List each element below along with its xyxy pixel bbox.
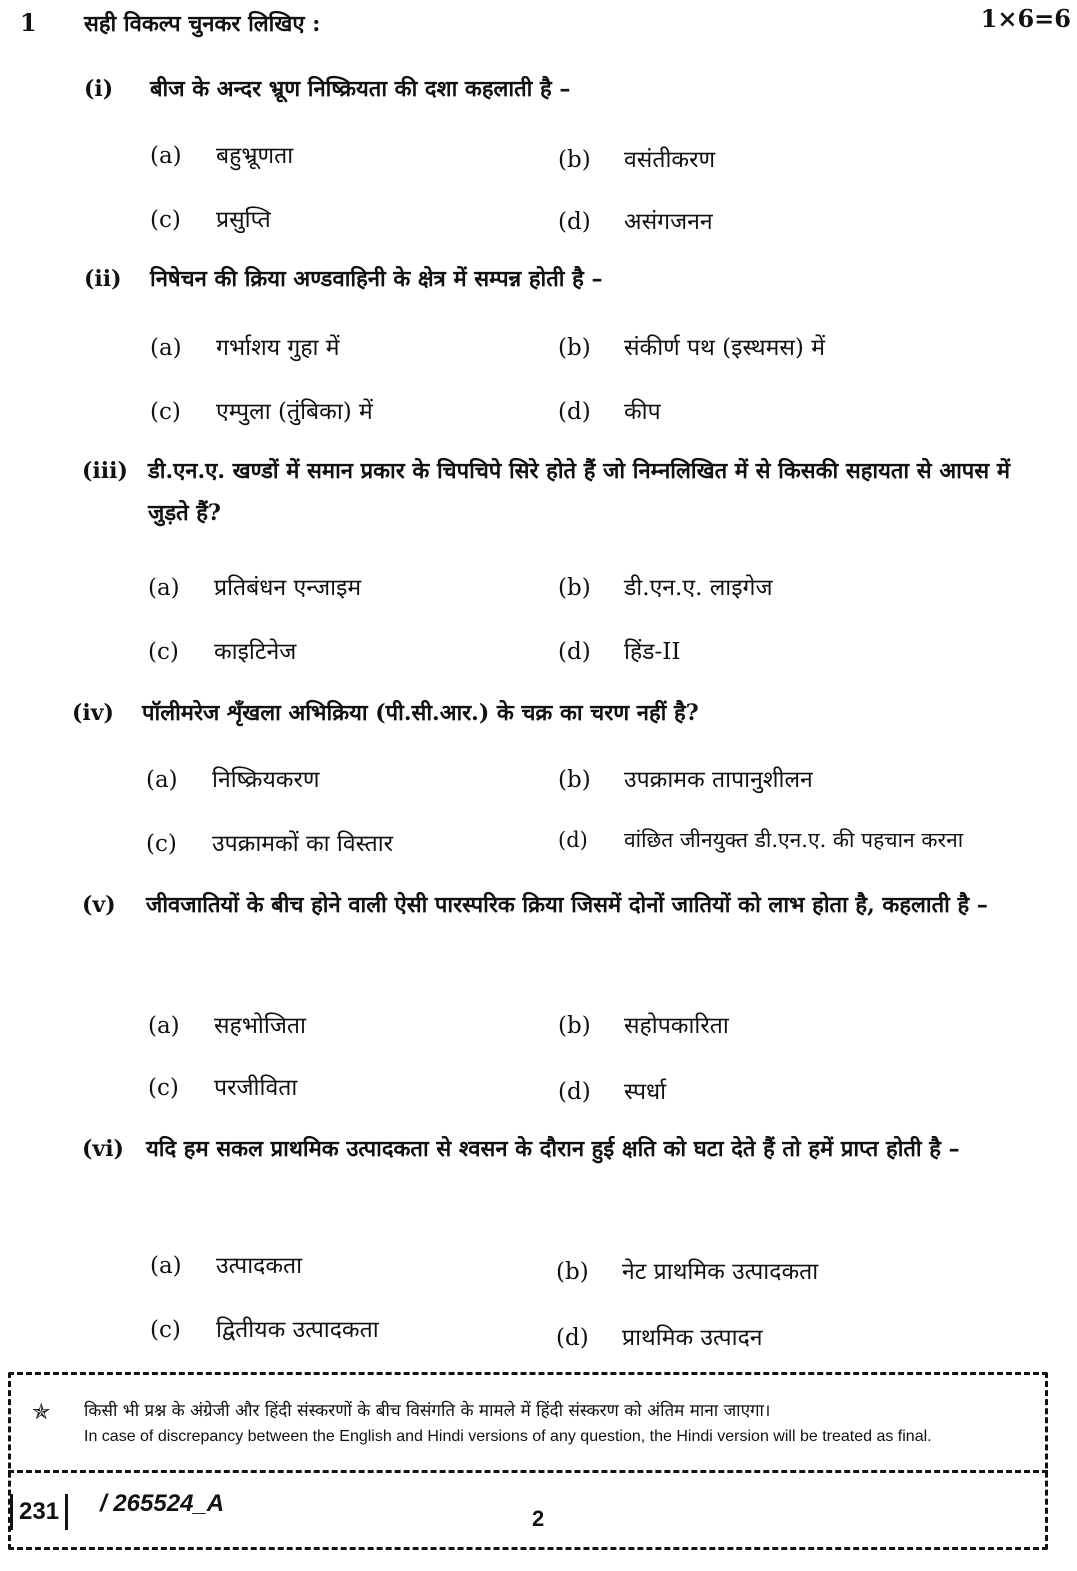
option-b: (b) सहोपकारिता bbox=[558, 1013, 729, 1039]
option-c: (c) उपक्रामकों का विस्तार bbox=[146, 831, 394, 857]
option-d: (d) वांछित जीनयुक्त डी.एन.ए. की पहचान करना bbox=[558, 828, 964, 852]
sub-question-number: (i) bbox=[84, 76, 114, 102]
notice-english: In case of discrepancy between the English and Hindi versions of any question, the Hindi version will be treated as final. bbox=[84, 1428, 932, 1445]
option-c: (c) द्वितीयक उत्पादकता bbox=[150, 1317, 379, 1343]
sub-question-number: (ii) bbox=[84, 266, 122, 292]
sub-question-number: (vi) bbox=[82, 1136, 124, 1162]
option-d: (d) असंगजनन bbox=[558, 209, 713, 235]
option-a: (a) प्रतिबंधन एन्जाइम bbox=[148, 575, 362, 601]
question-stem: डी.एन.ए. खण्डों में समान प्रकार के चिपचिपे सिरे होते हैं जो निम्नलिखित में से किसकी सहायता से आपस में जुड़ते हैं? bbox=[148, 458, 1010, 526]
paper-code: 231 bbox=[10, 1494, 68, 1530]
option-a: (a) सहभोजिता bbox=[148, 1013, 306, 1039]
instruction-text: सही विकल्प चुनकर लिखिए : bbox=[84, 11, 321, 37]
question-number: 1 bbox=[20, 8, 37, 37]
option-c: (c) एम्पुला (तुंबिका) में bbox=[150, 399, 373, 425]
option-d: (d) स्पर्धा bbox=[558, 1079, 667, 1105]
footer-divider bbox=[8, 1470, 1048, 1473]
sub-question-number: (iii) bbox=[82, 458, 128, 484]
question-stem: जीवजातियों के बीच होने वाली ऐसी पारस्परिक क्रिया जिसमें दोनों जातियों को लाभ होता है, कहलाती है – bbox=[146, 892, 988, 918]
question-stem: निषेचन की क्रिया अण्डवाहिनी के क्षेत्र में सम्पन्न होती है – bbox=[150, 266, 603, 292]
option-a: (a) बहुभ्रूणता bbox=[150, 143, 294, 169]
option-d: (d) प्राथमिक उत्पादन bbox=[556, 1325, 763, 1351]
notice-hindi: किसी भी प्रश्न के अंग्रेजी और हिंदी संस्करणों के बीच विसंगति के मामले में हिंदी संस्करण को अंतिम माना जाएगा। bbox=[84, 1401, 771, 1421]
question-stem: यदि हम सकल प्राथमिक उत्पादकता से श्वसन के दौरान हुई क्षति को घटा देते हैं तो हमें प्राप्त होती है – bbox=[146, 1136, 960, 1162]
marks-allocation: 1×6=6 bbox=[980, 4, 1071, 33]
option-c: (c) काइटिनेज bbox=[148, 639, 297, 665]
option-a: (a) निष्क्रियकरण bbox=[146, 767, 320, 793]
option-b: (b) संकीर्ण पथ (इस्थमस) में bbox=[558, 335, 825, 361]
option-b: (b) नेट प्राथमिक उत्पादकता bbox=[556, 1259, 819, 1285]
option-b: (b) डी.एन.ए. लाइगेज bbox=[558, 575, 773, 601]
option-b: (b) उपक्रामक तापानुशीलन bbox=[558, 767, 813, 793]
sub-question-number: (iv) bbox=[72, 700, 114, 726]
star-icon: ✯ bbox=[32, 1400, 51, 1425]
paper-id: / 265524_A bbox=[100, 1490, 225, 1517]
option-b: (b) वसंतीकरण bbox=[558, 147, 716, 173]
question-stem: बीज के अन्दर भ्रूण निष्क्रियता की दशा कहलाती है – bbox=[150, 76, 571, 102]
sub-question-number: (v) bbox=[82, 892, 116, 918]
option-d: (d) कीप bbox=[558, 399, 661, 425]
option-c: (c) प्रसुप्ति bbox=[150, 207, 271, 233]
option-a: (a) उत्पादकता bbox=[150, 1253, 303, 1279]
option-a: (a) गर्भाशय गुहा में bbox=[150, 335, 340, 361]
question-stem: पॉलीमरेज शृँखला अभिक्रिया (पी.सी.आर.) के चक्र का चरण नहीं है? bbox=[142, 700, 699, 726]
page-number: 2 bbox=[532, 1506, 545, 1531]
option-c: (c) परजीविता bbox=[148, 1075, 298, 1101]
option-d: (d) हिंड-II bbox=[558, 639, 681, 665]
